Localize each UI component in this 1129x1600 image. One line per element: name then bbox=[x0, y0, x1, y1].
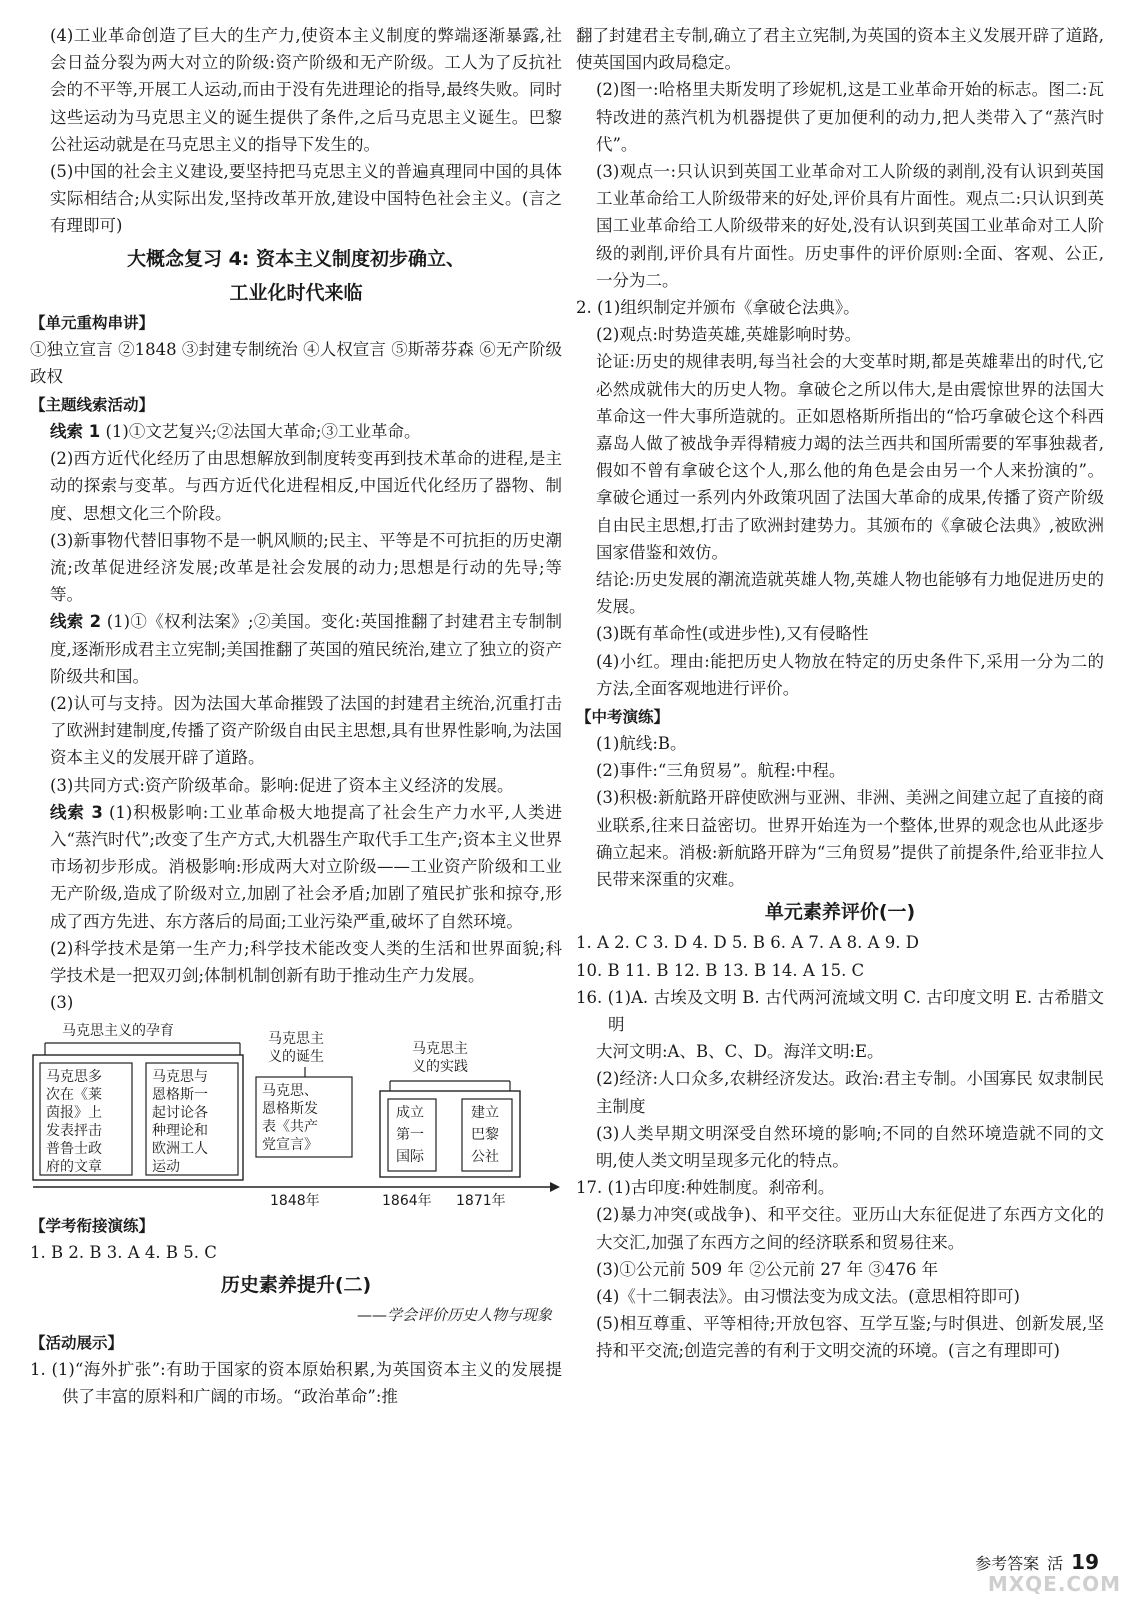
box5-line: 公社 bbox=[471, 1148, 499, 1165]
subsection-heading: 【单元重构串讲】 bbox=[30, 313, 155, 332]
timeline-arrowhead bbox=[550, 1182, 560, 1192]
answer-paragraph: 1. A 2. C 3. D 4. D 5. B 6. A 7. A 8. A 9. D bbox=[576, 933, 919, 953]
answer-paragraph: (3)观点一:只认识到英国工业革命对工人阶级的剥削,没有认识到英国工业革命给工人阶级带来的好处,评价具有片面性。观点二:只认识到英国工业革命给工人阶级带来的好处,没有认识到英国工业革命对工人阶级的剥削,评价具有片面性。历史事件的评价原则:全面、客观、公正,一分为二。 bbox=[596, 162, 1104, 290]
clue-label: 线索 3 bbox=[50, 802, 103, 822]
answer-paragraph: (3)①公元前 509 年 ②公元前 27 年 ③476 年 bbox=[596, 1259, 939, 1279]
answer-paragraph: (2)暴力冲突(或战争)、和平交往。亚历山大东征促进了东西方文化的大交汇,加强了东西方之间的经济联系和贸易往来。 bbox=[596, 1205, 1104, 1252]
box2-line: 起讨论各 bbox=[152, 1104, 208, 1121]
box4-line: 国际 bbox=[396, 1148, 424, 1165]
box1-line: 普鲁士政 bbox=[46, 1140, 102, 1157]
subsection-heading: 【活动展示】 bbox=[30, 1333, 124, 1352]
timeline-year: 1864年 bbox=[382, 1192, 432, 1209]
subsection-heading: 【学考衔接演练】 bbox=[30, 1216, 155, 1235]
section-title: 历史素养提升(二) bbox=[220, 1273, 372, 1296]
box1-line: 茵报》上 bbox=[46, 1104, 102, 1121]
box4-line: 成立 bbox=[396, 1104, 424, 1121]
answer-paragraph: (3)积极:新航路开辟使欧洲与亚洲、非洲、美洲之间建立起了直接的商业联系,往来日益密切。世界开始连为一个整体,世界的观念也从此逐步确立起来。消极:新航路开辟为“三角贸易”提供了前提条件,给亚非拉人民带来深重的灾难。 bbox=[596, 788, 1104, 890]
section-title: 工业化时代来临 bbox=[229, 281, 363, 304]
answer-paragraph bbox=[30, 799, 562, 935]
answer-paragraph: 结论:历史发展的潮流造就英雄人物,英雄人物也能够有力地促进历史的发展。 bbox=[596, 570, 1104, 617]
box1-line: 发表抨击 bbox=[46, 1122, 102, 1139]
answer-paragraph: 2. (1)组织制定并颁布《拿破仑法典》。 bbox=[576, 298, 860, 318]
answer-paragraph: (4)工业革命创造了巨大的生产力,使资本主义制度的弊端逐渐暴露,社会日益分裂为两大对立的阶级:资产阶级和无产阶级。工人为了反抗社会的不平等,开展工人运动,而由于没有先进理论的指导,最终失败。同时这些运动为马克思主义的诞生提供了条件,之后马克思主义诞生。巴黎公社运动就是在马克思主义的指导下发生的。 bbox=[50, 26, 562, 154]
clue-label: 线索 2 bbox=[50, 612, 102, 632]
answer-paragraph: (2)观点:时势造英雄,英雄影响时势。 bbox=[596, 325, 862, 345]
box5-line: 巴黎 bbox=[471, 1126, 499, 1143]
box1-line: 府的文章 bbox=[46, 1158, 102, 1175]
answer-text: (1)①文艺复兴;②法国大革命;③工业革命。 bbox=[100, 422, 421, 442]
timeline-year: 1871年 bbox=[456, 1192, 506, 1209]
answer-paragraph: (3)新事物代替旧事物不是一帆风顺的;民主、平等是不可抗拒的历史潮流;改革促进经济发展;改革是社会发展的动力;思想是行动的先导;等等。 bbox=[50, 530, 562, 605]
birth-label-1: 马克思主 bbox=[268, 1030, 324, 1047]
marxism-timeline-diagram bbox=[30, 1019, 562, 1209]
answer-paragraph: (3)共同方式:资产阶级革命。影响:促进了资本主义经济的发展。 bbox=[50, 775, 514, 795]
birth-label-2: 义的诞生 bbox=[268, 1048, 324, 1065]
practice-label-2: 义的实践 bbox=[412, 1058, 468, 1075]
answer-paragraph: (1)航线:B。 bbox=[596, 734, 687, 754]
answer-paragraph: (3)人类早期文明深受自然环境的影响;不同的自然环境造就不同的文明,使人类文明呈现多元化的特点。 bbox=[596, 1123, 1104, 1170]
answer-paragraph: ①独立宣言 ②1848 ③封建专制统治 ④人权宣言 ⑤斯蒂芬森 ⑥无产阶级政权 bbox=[30, 339, 562, 386]
box2-line: 恩格斯一 bbox=[152, 1086, 208, 1103]
answer-paragraph: (2)认可与支持。因为法国大革命摧毁了法国的封建君主统治,沉重打击了欧洲封建制度,传播了资产阶级自由民主思想,具有世界性影响,为法国资本主义的发展开辟了道路。 bbox=[50, 694, 562, 768]
subsection-heading: 【主题线索活动】 bbox=[30, 396, 155, 415]
right-column bbox=[576, 22, 1104, 1365]
answer-paragraph: (2)科学技术是第一生产力;科学技术能改变人类的生活和世界面貌;科学技术是一把双刃剑;体制机制创新有助于推动生产力发展。 bbox=[50, 938, 562, 986]
answer-paragraph: (2)事件:“三角贸易”。航程:中程。 bbox=[596, 761, 846, 781]
answer-paragraph: 17. (1)古印度:种姓制度。刹帝利。 bbox=[576, 1178, 835, 1198]
answer-text: (1)积极影响:工业革命极大地提高了社会生产力水平,人类进入“蒸汽时代”;改变了生产方式,大机器生产取代手工生产;资本主义世界市场初步形成。消极影响:形成两大对立阶级——工业资产阶级和工业无产阶级,造成了阶级对立,加剧了社会矛盾;加剧了殖民扩张和掠夺,形成了西方先进、东方落后的局面;工业污染严重,破坏了自然环境。 bbox=[50, 802, 563, 931]
clue-label: 线索 1 bbox=[50, 422, 101, 442]
footer-label: 参考答案 bbox=[975, 1553, 1040, 1573]
answer-paragraph bbox=[30, 418, 562, 445]
box4-line: 第一 bbox=[396, 1126, 424, 1143]
answer-paragraph: 16. (1)A. 古埃及文明 B. 古代两河流域文明 C. 古印度文明 E. 古希腊文明 bbox=[576, 987, 1104, 1034]
box2-line: 马克思与 bbox=[152, 1068, 208, 1085]
answer-paragraph: 10. B 11. B 12. B 13. B 14. A 15. C bbox=[576, 960, 865, 980]
answer-paragraph: 大河文明:A、B、C、D。海洋文明:E。 bbox=[596, 1042, 884, 1062]
footer-mark: 活 bbox=[1047, 1553, 1064, 1573]
answer-paragraph: 论证:历史的规律表明,每当社会的大变革时期,都是英雄辈出的时代,它必然成就伟大的历史人物。拿破仑之所以伟大,是由震惊世界的法国大革命这一件大事所造就的。正如恩格斯所指出的“恰巧拿破仑这个科西嘉岛人做了被战争弄得精疲力竭的法兰西共和国所需要的军事独裁者,假如不曾有拿破仑这个人,那么他的角色是会由另一个人来扮演的”。拿破仑通过一系列内外政策巩固了法国大革命的成果,传播了资产阶级自由民主思想,打击了欧洲封建势力。其颁布的《拿破仑法典》,被欧洲国家借鉴和效仿。 bbox=[596, 352, 1104, 562]
answer-paragraph: (4)小红。理由:能把历史人物放在特定的历史条件下,采用一分为二的方法,全面客观地进行评价。 bbox=[596, 651, 1104, 698]
answer-paragraph: (3)既有革命性(或进步性),又有侵略性 bbox=[596, 624, 869, 644]
box1-line: 马克思多 bbox=[46, 1068, 102, 1085]
box5-line: 建立 bbox=[471, 1104, 499, 1121]
box2-line: 运动 bbox=[152, 1158, 180, 1175]
answer-text: (1)①《权利法案》;②美国。变化:英国推翻了封建君主专制制度,逐渐形成君主立宪制;美国推翻了英国的殖民统治,建立了独立的资产阶级共和国。 bbox=[50, 612, 562, 686]
section-title: 单元素养评价(一) bbox=[764, 901, 916, 924]
answer-paragraph: 1. B 2. B 3. A 4. B 5. C bbox=[30, 1242, 217, 1262]
left-column bbox=[30, 22, 562, 1410]
box3-line: 表《共产 bbox=[262, 1118, 318, 1135]
section-subtitle: ——学会评价历史人物与现象 bbox=[356, 1305, 552, 1324]
box3-line: 恩格斯发 bbox=[262, 1100, 318, 1117]
answer-paragraph: (2)西方近代化经历了由思想解放到制度转变再到技术革命的进程,是主动的探索与变革。与西方近代化进程相反,中国近代化经历了器物、制度、思想文化三个阶段。 bbox=[50, 449, 562, 523]
answer-paragraph: (2)经济:人口众多,农耕经济发达。政治:君主专制。小国寡民 奴隶制民主制度 bbox=[596, 1069, 1104, 1116]
answer-paragraph: 1. (1)“海外扩张”:有助于国家的资本原始积累,为英国资本主义的发展提供了丰富的原料和广阔的市场。“政治革命”:推 bbox=[30, 1359, 562, 1406]
timeline-year: 1848年 bbox=[270, 1192, 320, 1209]
box2-line: 种理论和 bbox=[152, 1122, 208, 1139]
box3-line: 马克思、 bbox=[262, 1082, 318, 1099]
answer-paragraph: (5)相互尊重、平等相待;开放包容、互学互鉴;与时俱进、创新发展,坚持和平交流;创造完善的有利于文明交流的环境。(言之有理即可) bbox=[596, 1314, 1104, 1361]
box1-line: 次在《莱 bbox=[46, 1086, 102, 1103]
page-number: 19 bbox=[1071, 1550, 1099, 1574]
watermark: MXQE.COM bbox=[987, 1572, 1121, 1596]
answer-paragraph: 翻了封建君主专制,确立了君主立宪制,为英国的资本主义发展开辟了道路,使英国国内政局稳定。 bbox=[576, 26, 1104, 73]
diagram-svg bbox=[30, 1019, 562, 1209]
practice-label-1: 马克思主 bbox=[412, 1040, 468, 1057]
section-title: 大概念复习 4: 资本主义制度初步确立、 bbox=[126, 247, 466, 270]
answer-paragraph: (2)图一:哈格里夫斯发明了珍妮机,这是工业革命开始的标志。图二:瓦特改进的蒸汽机为机器提供了更加便利的动力,把人类带入了“蒸汽时代”。 bbox=[596, 80, 1104, 154]
answer-paragraph: (3) bbox=[50, 993, 74, 1013]
box2-line: 欧洲工人 bbox=[152, 1140, 208, 1157]
page-footer bbox=[975, 1550, 1099, 1574]
answer-paragraph bbox=[30, 608, 562, 690]
answer-paragraph: (5)中国的社会主义建设,要坚持把马克思主义的普遍真理同中国的具体实际相结合;从实际出发,坚持改革开放,建设中国特色社会主义。(言之有理即可) bbox=[50, 162, 562, 236]
subsection-heading: 【中考演练】 bbox=[576, 708, 670, 727]
incubation-label: 马克思主义的孕育 bbox=[62, 1022, 174, 1039]
box3-line: 党宣言》 bbox=[262, 1136, 318, 1153]
answer-paragraph: (4)《十二铜表法》。由习惯法变为成文法。(意思相符即可) bbox=[596, 1286, 1020, 1306]
